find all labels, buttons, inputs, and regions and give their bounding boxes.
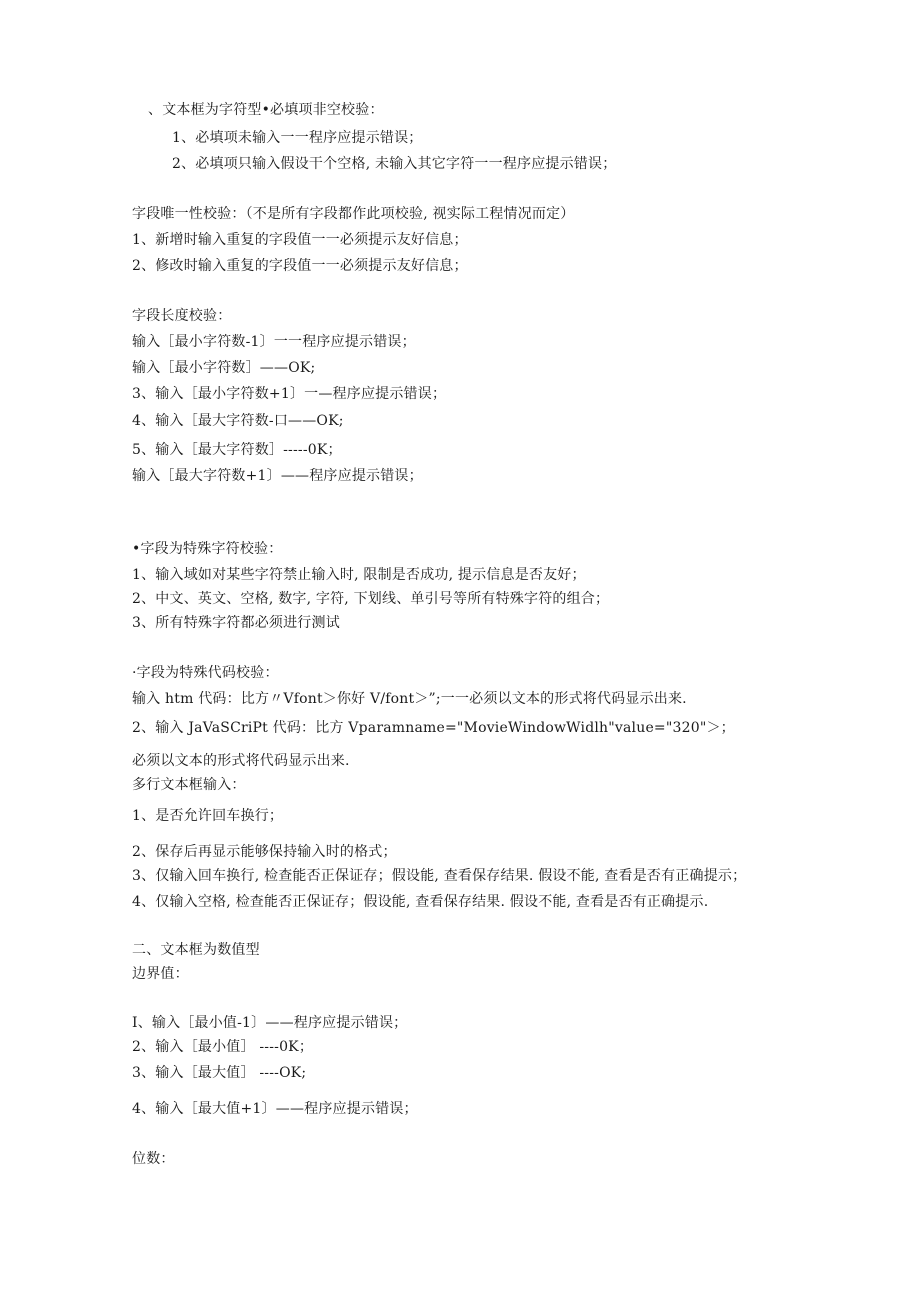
list-item: 4、仅输入空格, 检查能否正保证存；假设能, 查看保存结果. 假设不能, 查看是否有正确提示.	[132, 894, 709, 910]
list-item: 2、输入［最小值］ ----0K；	[132, 1039, 314, 1055]
list-item: 2、中文、英文、空格, 数字, 字符, 下划线、单引号等所有特殊字符的组合；	[132, 591, 610, 607]
list-item: 输入［最大字符数+1〕——程序应提示错误；	[132, 468, 423, 484]
section-title-numeric: 二、文本框为数值型	[132, 942, 260, 958]
list-item: 1、新增时输入重复的字段值一一必须提示友好信息；	[132, 232, 468, 248]
list-item: 3、输入［最大值］ ----OK;	[132, 1065, 307, 1081]
list-item: 2、保存后再显示能够保持输入时的格式；	[132, 844, 397, 860]
list-item: 5、输入［最大字符数］-----0K；	[132, 442, 342, 458]
list-item: 2、修改时输入重复的字段值一一必须提示友好信息；	[132, 258, 468, 274]
list-item: 2、输入 JaVaSCriPt 代码：比方 Vparamname="MovieWindowWidlh"value="320"＞；	[132, 720, 735, 736]
list-item: 1、必填项未输入一一程序应提示错误；	[172, 130, 423, 146]
section-title-special-code: ·字段为特殊代码校验：	[132, 665, 279, 681]
list-item: I、输入［最小值-1〕——程序应提示错误；	[132, 1015, 408, 1031]
list-item: 3、仅输入回车换行, 检查能否正保证存；假设能, 查看保存结果. 假设不能, 查看是否有正确提示；	[132, 868, 747, 884]
section-title-length-check: 字段长度校验：	[132, 308, 232, 324]
section-title-multiline: 多行文本框输入：	[132, 777, 246, 793]
subsection-title-boundary: 边界值：	[132, 966, 189, 982]
section-title-unique-field: 字段唯一性校验：（不是所有字段都作此项校验, 视实际工程情况而定）	[132, 206, 575, 222]
section-title-digits: 位数：	[132, 1151, 175, 1167]
list-item: 3、所有特殊字符都必须进行测试	[132, 615, 340, 631]
list-item: 输入［最小字符数］——OK;	[132, 360, 316, 376]
list-item: 2、必填项只输入假设干个空格, 未输入其它字符一一程序应提示错误；	[172, 156, 617, 172]
list-item: 1、输入域如对某些字符禁止输入时, 限制是否成功, 提示信息是否友好；	[132, 567, 586, 583]
list-item: 输入 htm 代码：比方〃Vfont＞你好 V/font＞”;一一必须以文本的形式将代码显示出来.	[132, 691, 687, 707]
section-title-special-chars: •字段为特殊字符校验：	[132, 541, 283, 557]
list-item: 必须以文本的形式将代码显示出来.	[132, 753, 350, 769]
list-item: 输入［最小字符数-1〕一一程序应提示错误；	[132, 334, 416, 350]
section-title-required-field: 、文本框为字符型•必填项非空校验：	[148, 102, 384, 118]
list-item: 1、是否允许回车换行；	[132, 808, 284, 824]
list-item: 3、输入［最小字符数+1〕一—程序应提示错误；	[132, 386, 447, 402]
list-item: 4、输入［最大值+1〕——程序应提示错误；	[132, 1101, 418, 1117]
list-item: 4、输入［最大字符数-口——OK;	[132, 413, 344, 429]
